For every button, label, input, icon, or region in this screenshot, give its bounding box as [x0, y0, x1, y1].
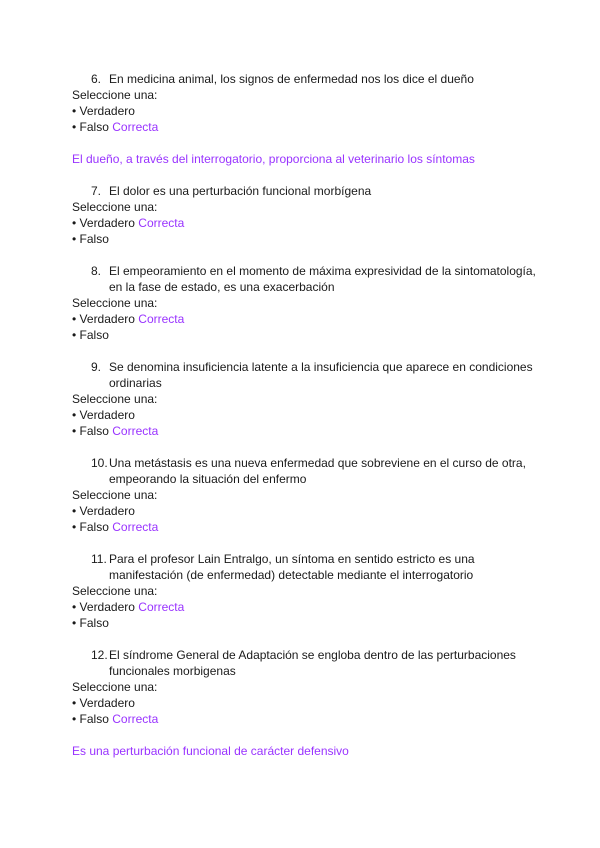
option-label: Verdadero — [79, 696, 135, 710]
question-text: Se denomina insuficiencia latente a la insuficiencia que aparece en condiciones ordinarias — [109, 360, 533, 390]
option-true — [72, 103, 542, 119]
correct-badge: Correcta — [138, 312, 185, 326]
select-prompt: Seleccione una: — [72, 488, 158, 502]
option-false — [72, 615, 542, 631]
option-label: Verdadero — [79, 504, 135, 518]
question-10 — [72, 455, 542, 535]
question-number: 7. — [91, 184, 102, 198]
select-prompt: Seleccione una: — [72, 392, 158, 406]
bullet: • — [72, 408, 77, 422]
option-label: Verdadero — [79, 216, 135, 230]
bullet: • — [72, 328, 77, 342]
question-text: El síndrome General de Adaptación se engloba dentro de las perturbaciones funcionales morbigenas — [109, 648, 516, 678]
option-true — [72, 311, 542, 327]
question-line — [72, 263, 542, 295]
question-9 — [72, 359, 542, 439]
bullet: • — [72, 312, 77, 326]
option-true — [72, 599, 542, 615]
question-8 — [72, 263, 542, 343]
option-true — [72, 407, 542, 423]
option-label: Falso — [79, 616, 109, 630]
option-label: Verdadero — [79, 408, 135, 422]
question-text: El dolor es una perturbación funcional morbígena — [109, 184, 372, 198]
question-text: El empeoramiento en el momento de máxima expresividad de la sintomatología, en la fase de estado, es una exacerbación — [109, 264, 536, 294]
option-label: Verdadero — [79, 600, 135, 614]
question-number: 11. — [91, 552, 107, 566]
question-number: 8. — [91, 264, 102, 278]
correct-badge: Correcta — [112, 424, 159, 438]
correct-badge: Correcta — [138, 216, 185, 230]
option-label: Falso — [79, 232, 109, 246]
bullet: • — [72, 104, 77, 118]
question-12 — [72, 647, 542, 727]
select-prompt: Seleccione una: — [72, 88, 158, 102]
bullet: • — [72, 600, 77, 614]
question-number: 10. — [91, 456, 108, 470]
question-text: Una metástasis es una nueva enfermedad que sobreviene en el curso de otra, empeorando la situación del enfermo — [109, 456, 526, 486]
option-label: Falso — [79, 328, 109, 342]
bullet: • — [72, 216, 77, 230]
option-true — [72, 695, 542, 711]
question-text: Para el profesor Lain Entralgo, un síntoma en sentido estricto es una manifestación (de enfermedad) detectable mediante el interrogatorio — [109, 552, 475, 582]
question-line — [72, 359, 542, 391]
question-line — [72, 71, 542, 87]
bullet: • — [72, 232, 77, 246]
bullet: • — [72, 504, 77, 518]
option-false — [72, 519, 542, 535]
option-label: Falso — [79, 520, 109, 534]
bullet: • — [72, 120, 77, 134]
select-prompt: Seleccione una: — [72, 296, 158, 310]
question-7 — [72, 183, 542, 247]
option-true — [72, 503, 542, 519]
bullet: • — [72, 712, 77, 726]
question-number: 9. — [91, 360, 102, 374]
option-label: Falso — [79, 424, 109, 438]
question-text: En medicina animal, los signos de enfermedad nos los dice el dueño — [109, 72, 474, 86]
option-false — [72, 119, 542, 135]
question-11 — [72, 551, 542, 631]
correct-badge: Correcta — [112, 712, 159, 726]
option-label: Verdadero — [79, 104, 135, 118]
option-false — [72, 711, 542, 727]
bullet: • — [72, 616, 77, 630]
question-number: 6. — [91, 72, 102, 86]
bullet: • — [72, 696, 77, 710]
correct-badge: Correcta — [138, 600, 185, 614]
question-number: 12. — [91, 648, 108, 662]
bullet: • — [72, 424, 77, 438]
option-label: Verdadero — [79, 312, 135, 326]
bullet: • — [72, 520, 77, 534]
option-label: Falso — [79, 120, 109, 134]
feedback-text: El dueño, a través del interrogatorio, proporciona al veterinario los síntomas — [72, 152, 475, 166]
question-line — [72, 647, 542, 679]
select-prompt: Seleccione una: — [72, 200, 158, 214]
question-line — [72, 551, 542, 583]
select-prompt: Seleccione una: — [72, 584, 158, 598]
question-line — [72, 455, 542, 487]
feedback-text: Es una perturbación funcional de carácter defensivo — [72, 744, 349, 758]
correct-badge: Correcta — [112, 120, 159, 134]
question-6 — [72, 71, 542, 135]
option-false — [72, 231, 542, 247]
question-line — [72, 183, 542, 199]
option-false — [72, 423, 542, 439]
option-label: Falso — [79, 712, 109, 726]
correct-badge: Correcta — [112, 520, 159, 534]
option-true — [72, 215, 542, 231]
select-prompt: Seleccione una: — [72, 680, 158, 694]
option-false — [72, 327, 542, 343]
